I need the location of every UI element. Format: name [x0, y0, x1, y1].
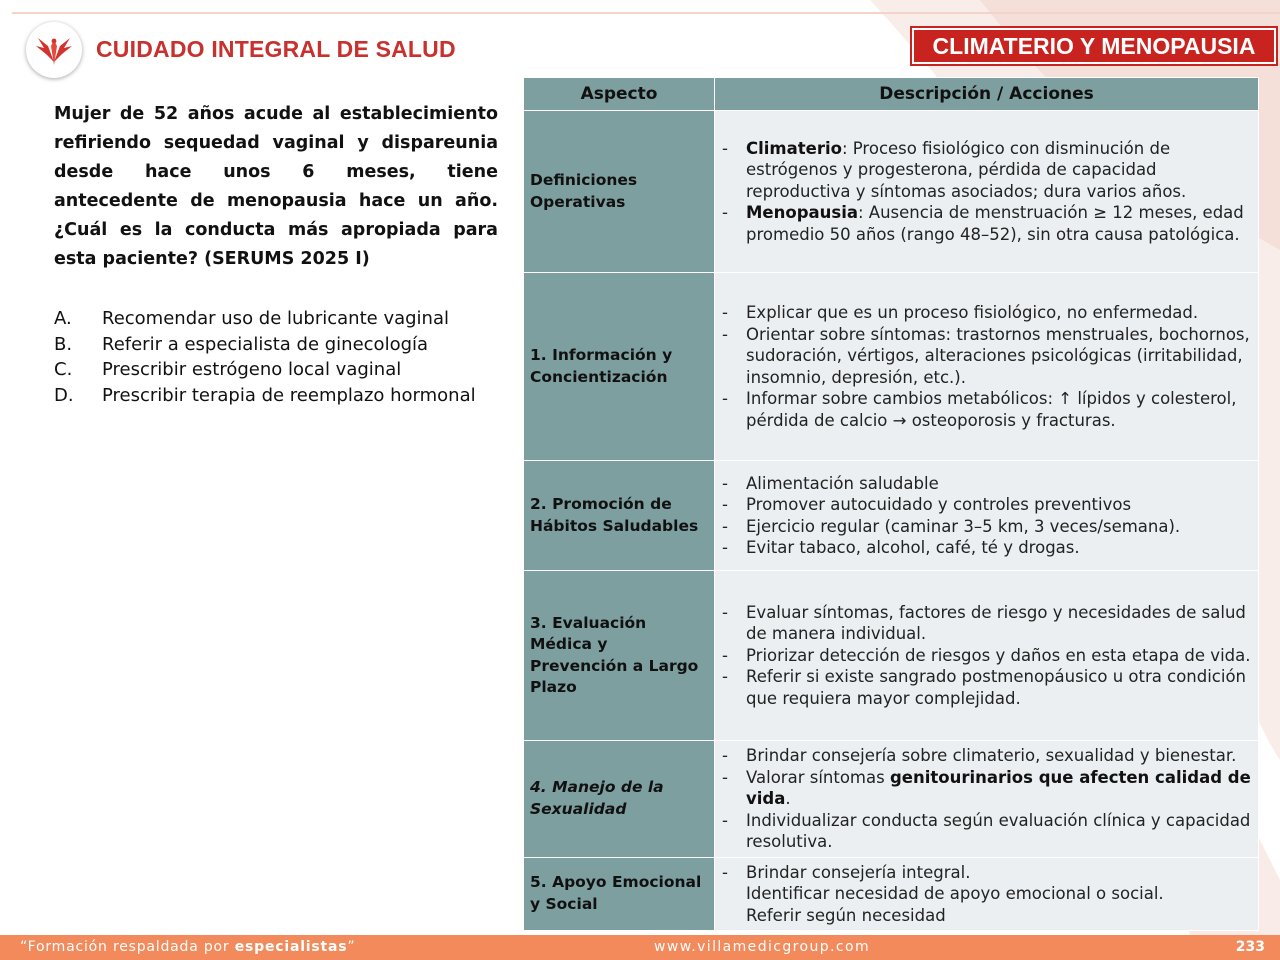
table-row — [524, 111, 1259, 273]
footer-website-link[interactable]: www.villamedicgroup.com — [654, 939, 870, 955]
aspect-cell: 4. Manejo de la Sexualidad — [524, 741, 715, 858]
footer-slogan — [20, 939, 355, 955]
footer-bar — [0, 935, 1280, 960]
list-item: - Alimentación saludable — [721, 473, 1252, 495]
aspect-cell: Definiciones Operativas — [524, 111, 715, 273]
option-letter: D. — [54, 384, 74, 406]
list-item: - Evaluar síntomas, factores de riesgo y necesidades de salud de manera individual. — [721, 602, 1252, 645]
description-cell — [715, 857, 1259, 931]
phoenix-logo-icon — [26, 22, 82, 78]
climaterio-table — [523, 77, 1259, 931]
list-item: Identificar necesidad de apoyo emocional o social. — [746, 884, 1164, 903]
header-rule — [12, 12, 1280, 14]
option-text: Recomendar uso de lubricante vaginal — [102, 308, 449, 329]
aspect-cell: 1. Información y Concientización — [524, 273, 715, 461]
slogan-text: “Formación respaldada por — [20, 939, 235, 955]
term-text: : Proceso fisiológico con disminución de estrógenos y progesterona, pérdida de capacidad reproductiva y síntomas asociados; dura varios años. — [746, 138, 1187, 201]
table-row — [524, 857, 1259, 931]
list-item: Referir según necesidad — [746, 905, 946, 925]
list-item: - Promover autocuidado y controles preventivos — [721, 494, 1252, 516]
question-stem: Mujer de 52 años acude al establecimiento refiriendo sequedad vaginal y dispareunia desde hace unos 6 meses, tiene antecedente de menopausia hace un año. ¿Cuál es la conducta más apropiada para esta paciente? (SERUMS 2025 I) — [54, 104, 498, 269]
list-item — [721, 138, 1252, 203]
column-header-aspecto: Aspecto — [524, 78, 715, 111]
list-item: - Brindar consejería integral. — [721, 862, 1252, 884]
page-number: 233 — [1235, 939, 1265, 955]
list-item: - Individualizar conducta según evaluación clínica y capacidad resolutiva. — [721, 810, 1252, 853]
list-item: - Orientar sobre síntomas: trastornos menstruales, bochornos, sudoración, vértigos, alteraciones psicológicas (irritabilidad, insomnio, depresión, etc.). — [721, 324, 1252, 389]
answer-options — [54, 306, 498, 408]
list-item: - Priorizar detección de riesgos y daños en esta etapa de vida. — [721, 645, 1252, 667]
table-row — [524, 571, 1259, 741]
term-bold: Climaterio — [746, 138, 842, 158]
description-cell — [715, 273, 1259, 461]
slogan-text: ” — [347, 939, 356, 955]
slogan-bold: especialistas — [234, 939, 348, 955]
term-bold: Menopausia — [746, 203, 858, 223]
list-item: - Referir si existe sangrado postmenopáusico u otra condición que requiera mayor complejidad. — [721, 666, 1252, 709]
brand-title: CUIDADO INTEGRAL DE SALUD — [96, 36, 456, 62]
answer-option-a[interactable] — [54, 306, 498, 332]
aspect-cell: 5. Apoyo Emocional y Social — [524, 857, 715, 931]
table-row — [524, 461, 1259, 571]
list-item: - Explicar que es un proceso fisiológico, no enfermedad. — [721, 302, 1252, 324]
topic-banner: CLIMATERIO Y MENOPAUSIA — [910, 26, 1278, 66]
item-text: Valorar síntomas — [746, 767, 890, 787]
answer-option-b[interactable] — [54, 332, 498, 358]
item-bold: genitourinarios que afecten calidad de vida — [746, 767, 1251, 808]
option-letter: A. — [54, 308, 72, 329]
description-cell — [715, 461, 1259, 571]
list-item: - Brindar consejería sobre climaterio, sexualidad y bienestar. — [721, 745, 1252, 767]
option-letter: C. — [54, 359, 73, 380]
term-text: : Ausencia de menstruación ≥ 12 meses, edad promedio 50 años (rango 48–52), sin otra causa patológica. — [746, 203, 1244, 244]
list-item — [721, 767, 1252, 810]
item-text: . — [785, 789, 791, 808]
column-header-descripcion: Descripción / Acciones — [715, 78, 1259, 111]
description-cell — [715, 741, 1259, 858]
option-text: Referir a especialista de ginecología — [102, 333, 429, 355]
table-row — [524, 273, 1259, 461]
answer-option-d[interactable] — [54, 383, 498, 409]
list-item — [721, 202, 1252, 245]
answer-option-c[interactable] — [54, 357, 498, 383]
table-header-row — [524, 78, 1259, 111]
option-text: Prescribir estrógeno local vaginal — [102, 359, 402, 380]
table-row — [524, 741, 1259, 858]
list-item: - Ejercicio regular (caminar 3–5 km, 3 veces/semana). — [721, 516, 1252, 538]
option-text: Prescribir terapia de reemplazo hormonal — [102, 384, 476, 406]
option-letter: B. — [54, 333, 73, 355]
list-item: - Evitar tabaco, alcohol, café, té y drogas. — [721, 537, 1252, 559]
description-cell — [715, 111, 1259, 273]
aspect-cell: 2. Promoción de Hábitos Saludables — [524, 461, 715, 571]
aspect-cell: 3. Evaluación Médica y Prevención a Largo Plazo — [524, 571, 715, 741]
description-cell — [715, 571, 1259, 741]
list-item: - Informar sobre cambios metabólicos: ↑ lípidos y colesterol, pérdida de calcio → osteoporosis y fracturas. — [721, 388, 1252, 431]
